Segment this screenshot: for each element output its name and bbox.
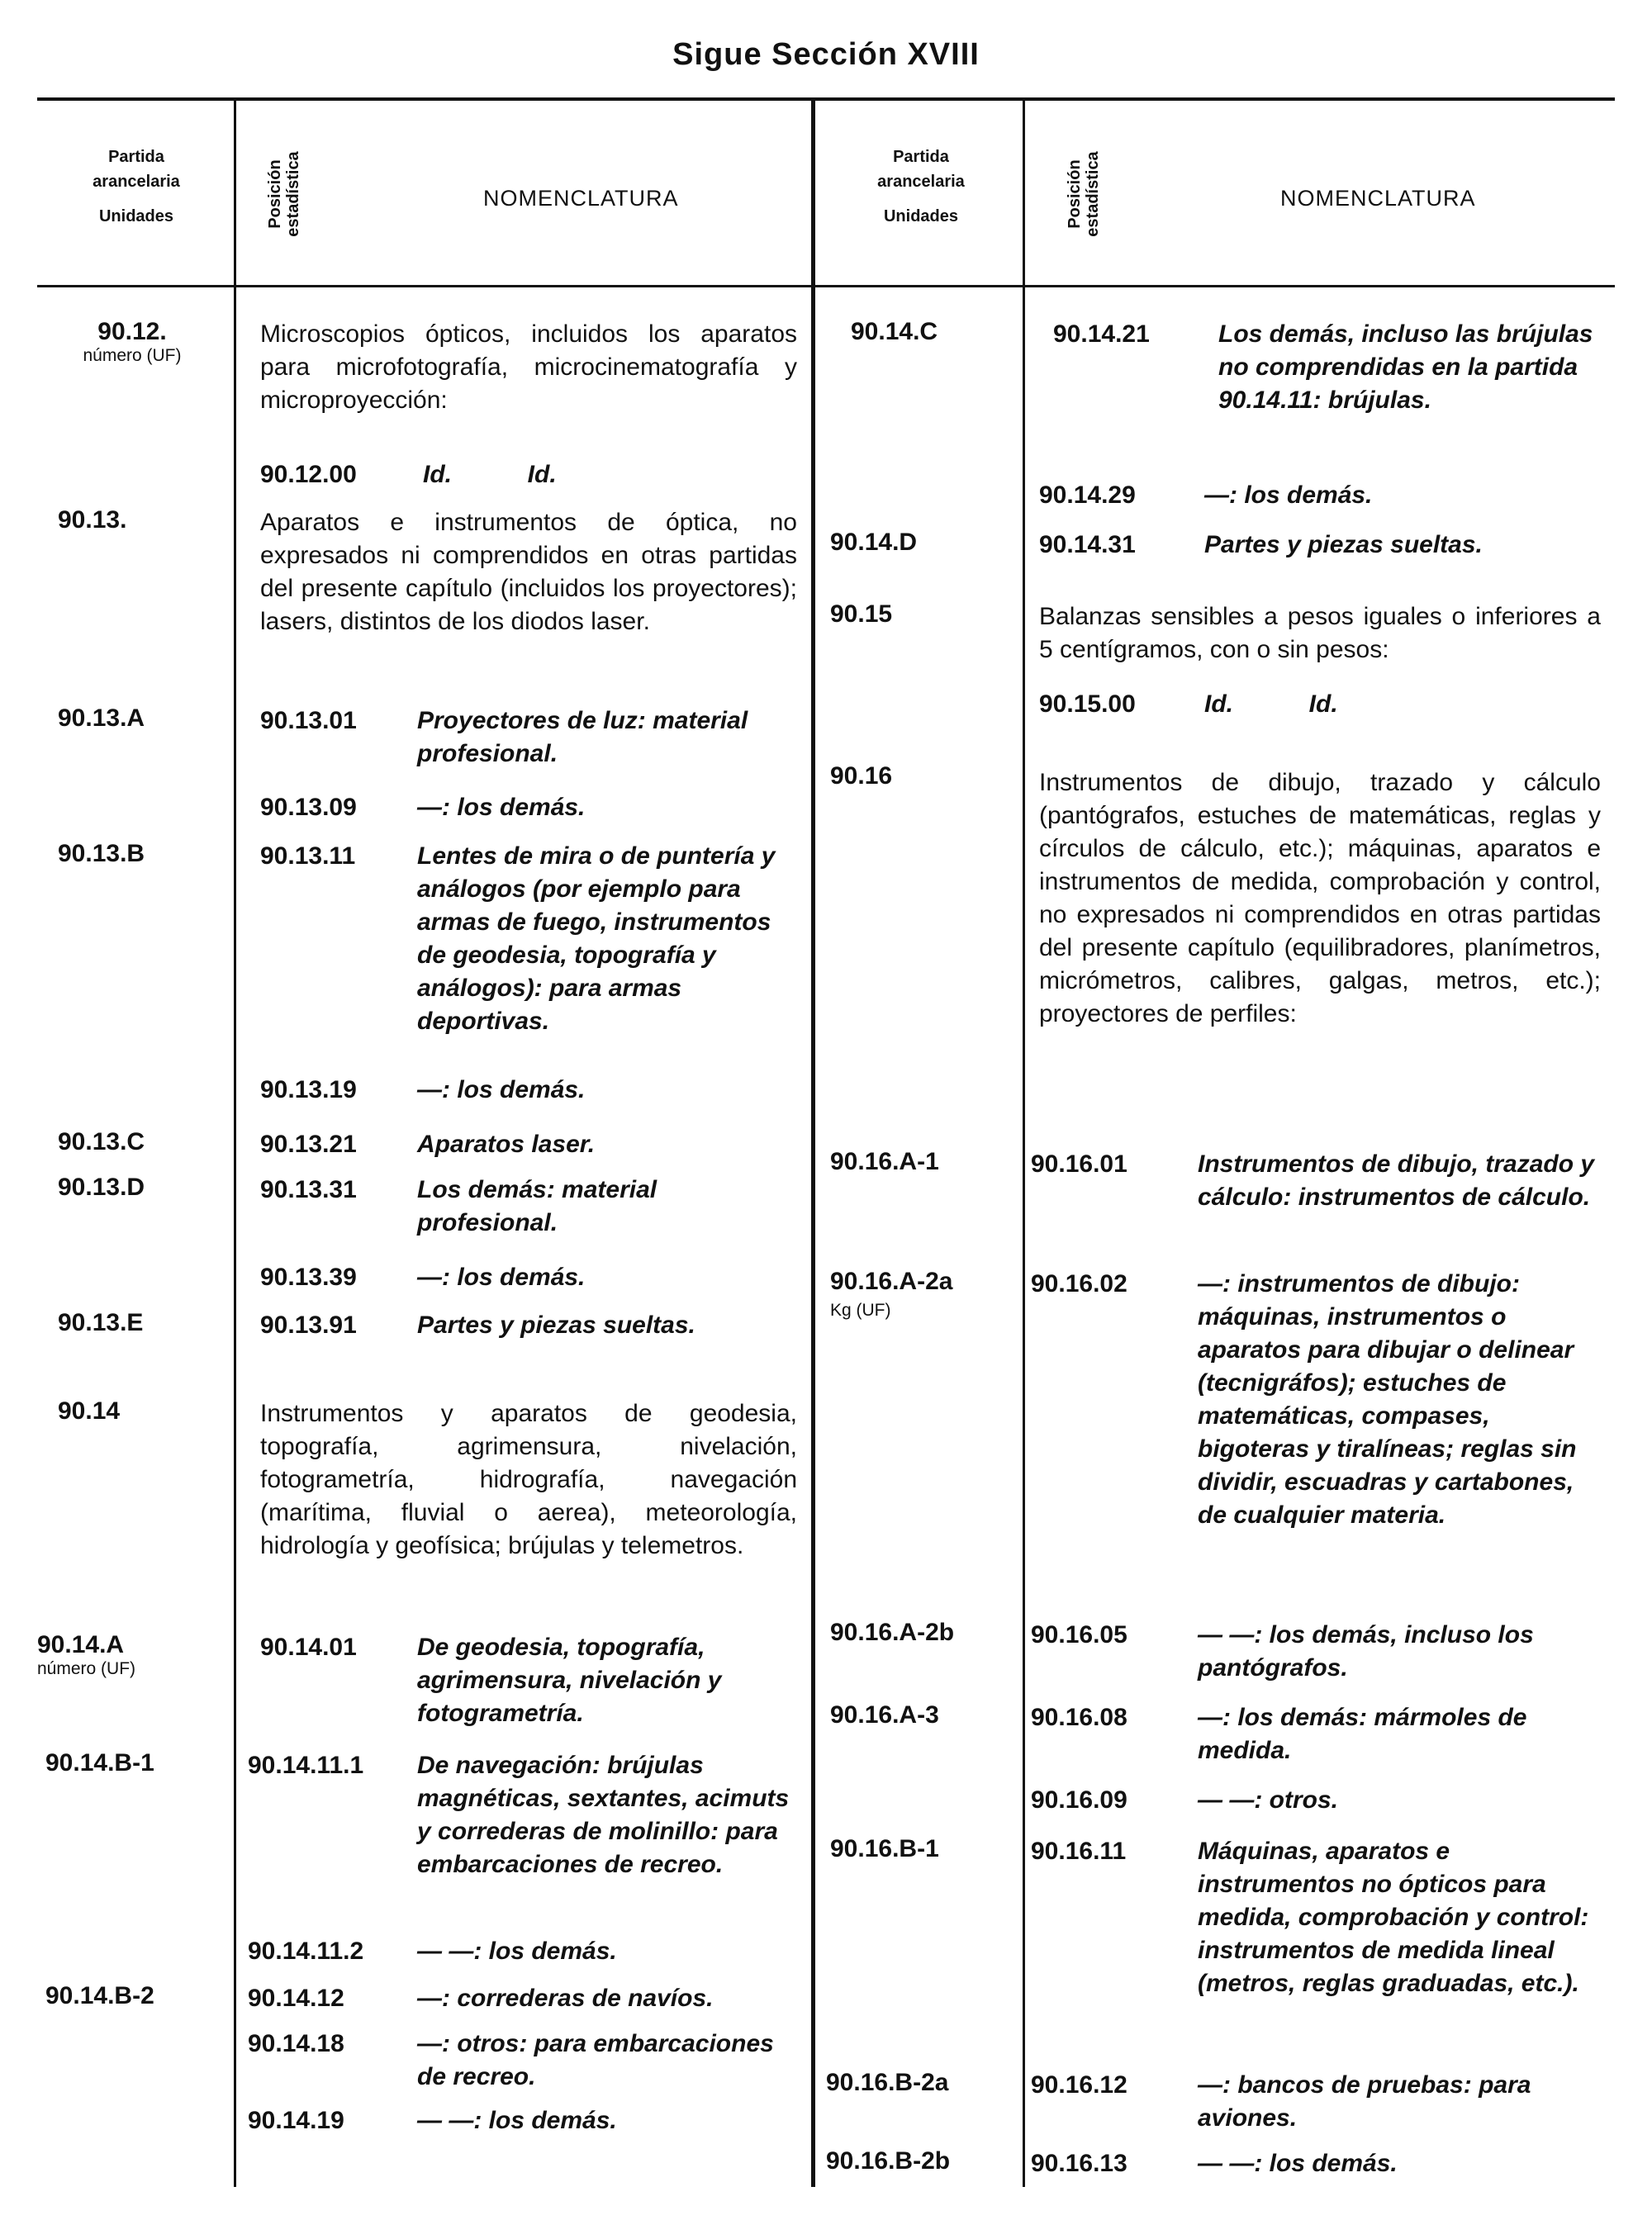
partida-header-right bbox=[834, 145, 1008, 229]
posicion-description: — —: otros. bbox=[1198, 1786, 1338, 1814]
posicion-description: Instrumentos de dibujo, trazado y cálculo: instrumentos de cálculo. bbox=[1198, 1150, 1595, 1211]
posicion-description: —: los demás. bbox=[417, 794, 586, 821]
posicion-code: 90.13.01 bbox=[260, 707, 357, 734]
posicion-code: 90.12.00 bbox=[260, 461, 357, 488]
unit-label: Kg (UF) bbox=[830, 1301, 891, 1320]
posicion-description: —: los demás: mármoles de medida. bbox=[1198, 1704, 1527, 1764]
partida-code: 90.15 bbox=[830, 600, 893, 628]
partida-header-line: Unidades bbox=[98, 207, 174, 225]
posicion-header-left bbox=[266, 124, 302, 264]
unit-label: número (UF) bbox=[37, 1659, 136, 1678]
partida-header-line: arancelaria bbox=[877, 173, 965, 191]
partida-code: 90.13.A bbox=[58, 704, 145, 732]
posicion-code: 90.14.21 bbox=[1053, 320, 1150, 348]
posicion-description: — —: los demás. bbox=[417, 2107, 617, 2134]
posicion-header-line: estadística bbox=[284, 151, 302, 237]
partida-header-line: Unidades bbox=[883, 207, 959, 225]
posicion-description: Los demás: material profesional. bbox=[417, 1176, 657, 1236]
partida-code: 90.13.C bbox=[58, 1128, 145, 1155]
partida-code: 90.13.E bbox=[58, 1309, 144, 1336]
posicion-description: De navegación: brújulas magnéticas, sextantes, acimuts y correderas de molinillo: para embarcaciones de recreo. bbox=[417, 1752, 790, 1878]
posicion-code: 90.16.01 bbox=[1031, 1150, 1127, 1178]
partida-code: 90.13.D bbox=[58, 1174, 145, 1201]
partida-header-line: Partida bbox=[893, 148, 949, 166]
header-bottom-rule bbox=[37, 285, 1615, 287]
partida-code: 90.12. número (UF) bbox=[37, 318, 227, 366]
unit-label: número (UF) bbox=[83, 346, 182, 365]
posicion-description: — —: los demás. bbox=[1198, 2150, 1398, 2177]
posicion-description: —: otros: para embarcaciones de recreo. bbox=[417, 2030, 774, 2090]
header-top-rule bbox=[37, 97, 1615, 101]
partida-code: 90.16 bbox=[830, 762, 893, 790]
posicion-header-right bbox=[1066, 124, 1102, 264]
partida-heading: Microscopios ópticos, incluidos los aparatos para microfotografía, microcinematografía y microproyección: bbox=[260, 320, 797, 414]
partida-code: 90.14.B-2 bbox=[45, 1982, 154, 2009]
posicion-code: 90.14.12 bbox=[248, 1985, 344, 2012]
page-title: Sigue Sección XVIII bbox=[672, 37, 980, 72]
posicion-code: 90.13.39 bbox=[260, 1264, 357, 1291]
partida-code: 90.14.B-1 bbox=[45, 1749, 154, 1776]
posicion-code: 90.16.11 bbox=[1031, 1838, 1127, 1865]
posicion-description: Lentes de mira o de puntería y análogos (por ejemplo para armas de fuego, instrumentos de geodesia, topografía y análogos): para armas deportivas. bbox=[417, 842, 776, 1035]
posicion-description: Aparatos laser. bbox=[417, 1131, 596, 1158]
partida-header-line: Partida bbox=[108, 148, 164, 166]
posicion-code: 90.14.11.1 bbox=[248, 1752, 364, 1779]
posicion-code: 90.16.09 bbox=[1031, 1786, 1127, 1814]
partida-code: 90.16.A-2b bbox=[830, 1619, 955, 1646]
posicion-code: 90.14.19 bbox=[248, 2107, 344, 2134]
posicion-description: — —: los demás, incluso los pantógrafos. bbox=[1198, 1621, 1534, 1682]
partida-code: 90.14.D bbox=[830, 529, 918, 556]
center-column-rule bbox=[811, 97, 815, 2187]
posicion-code: 90.14.29 bbox=[1039, 481, 1136, 509]
posicion-description: Partes y piezas sueltas. bbox=[417, 1312, 695, 1339]
posicion-code: 90.13.19 bbox=[260, 1076, 357, 1103]
partida-code: 90.14.C bbox=[851, 318, 938, 345]
column-rule bbox=[234, 97, 236, 2187]
posicion-code: 90.16.02 bbox=[1031, 1270, 1127, 1297]
nomenclatura-header-left: NOMENCLATURA bbox=[483, 186, 679, 211]
posicion-description: Id. Id. bbox=[1204, 690, 1338, 718]
posicion-description: Los demás, incluso las brújulas no comprendidas en la partida 90.14.11: brújulas. bbox=[1218, 320, 1593, 414]
posicion-code: 90.14.18 bbox=[248, 2030, 344, 2057]
posicion-code: 90.16.13 bbox=[1031, 2150, 1127, 2177]
posicion-code: 90.14.11.2 bbox=[248, 1938, 364, 1965]
posicion-description: —: los demás. bbox=[1204, 481, 1373, 509]
partida-header-line: arancelaria bbox=[93, 173, 180, 191]
partida-heading: Aparatos e instrumentos de óptica, no expresados ni comprendidos en otras partidas del presente capítulo (incluidos los proyectores); lasers, distintos de los diodos laser. bbox=[260, 509, 797, 635]
posicion-code: 90.13.91 bbox=[260, 1312, 357, 1339]
posicion-description: Partes y piezas sueltas. bbox=[1204, 531, 1483, 558]
posicion-code: 90.13.31 bbox=[260, 1176, 357, 1203]
partida-heading: Balanzas sensibles a pesos iguales o inferiores a 5 centígramos, con o sin pesos: bbox=[1039, 603, 1601, 663]
posicion-code: 90.13.11 bbox=[260, 842, 356, 870]
partida-code: 90.13.B bbox=[58, 840, 145, 867]
posicion-code: 90.16.05 bbox=[1031, 1621, 1127, 1648]
partida-code: 90.13. bbox=[58, 506, 127, 534]
partida-code: 90.16.B-1 bbox=[830, 1835, 939, 1862]
nomenclatura-header-right: NOMENCLATURA bbox=[1280, 186, 1476, 211]
posicion-code: 90.13.09 bbox=[260, 794, 357, 821]
posicion-description: —: los demás. bbox=[417, 1264, 586, 1291]
partida-header-left bbox=[50, 145, 223, 229]
posicion-description: —: instrumentos de dibujo: máquinas, instrumentos o aparatos para dibujar o delinear (tecnigráfos); estuches de matemáticas, compases, bigoteras y tiralíneas; reglas sin dividir, escuadras y cartabones, de cualquier materia. bbox=[1198, 1270, 1577, 1529]
posicion-header-line: Posición bbox=[266, 159, 284, 229]
partida-code: 90.14 bbox=[58, 1397, 121, 1425]
posicion-description: — —: los demás. bbox=[417, 1938, 617, 1965]
partida-code: 90.16.A-2a Kg (UF) bbox=[830, 1268, 953, 1320]
partida-code: 90.16.B-2a bbox=[826, 2069, 949, 2096]
posicion-description: Máquinas, aparatos e instrumentos no ópticos para medida, comprobación y control: instrumentos de medida lineal (metros, reglas graduadas, etc.). bbox=[1198, 1838, 1589, 1997]
partida-code: 90.16.A-1 bbox=[830, 1148, 939, 1175]
partida-heading: Instrumentos de dibujo, trazado y cálculo (pantógrafos, estuches de matemáticas, reglas y círculos de cálculo, etc.); máquinas, aparatos e instrumentos de medida, comprobación y control, no expresados ni comprendidos en otras partidas del presente capítulo (equilibradores, planímetros, micrómetros, calibres, galgas, metros, etc.); proyectores de perfiles: bbox=[1039, 769, 1601, 1027]
posicion-description: De geodesia, topografía, agrimensura, nivelación y fotogrametría. bbox=[417, 1634, 722, 1727]
posicion-header-line: estadística bbox=[1084, 151, 1102, 237]
posicion-code: 90.14.31 bbox=[1039, 531, 1136, 558]
posicion-code: 90.16.12 bbox=[1031, 2071, 1127, 2099]
posicion-description: —: bancos de pruebas: para aviones. bbox=[1198, 2071, 1531, 2132]
partida-code: 90.16.B-2b bbox=[826, 2147, 951, 2175]
partida-heading: Instrumentos y aparatos de geodesia, topografía, agrimensura, nivelación, fotogrametría, hidrografía, navegación (marítima, fluvial o aerea), meteorología, hidrología y geofísica; brújulas y telemetros. bbox=[260, 1400, 797, 1559]
posicion-header-line: Posición bbox=[1066, 159, 1084, 229]
partida-code: 90.16.A-3 bbox=[830, 1701, 939, 1729]
column-rule bbox=[1023, 97, 1025, 2187]
posicion-description: —: los demás. bbox=[417, 1076, 586, 1103]
posicion-description: —: correderas de navíos. bbox=[417, 1985, 714, 2012]
partida-code: 90.14.A número (UF) bbox=[37, 1631, 202, 1679]
posicion-description: Proyectores de luz: material profesional. bbox=[417, 707, 748, 767]
posicion-code: 90.16.08 bbox=[1031, 1704, 1127, 1731]
posicion-code: 90.13.21 bbox=[260, 1131, 357, 1158]
posicion-description: Id. Id. bbox=[423, 461, 557, 488]
posicion-code: 90.15.00 bbox=[1039, 690, 1136, 718]
posicion-code: 90.14.01 bbox=[260, 1634, 357, 1661]
